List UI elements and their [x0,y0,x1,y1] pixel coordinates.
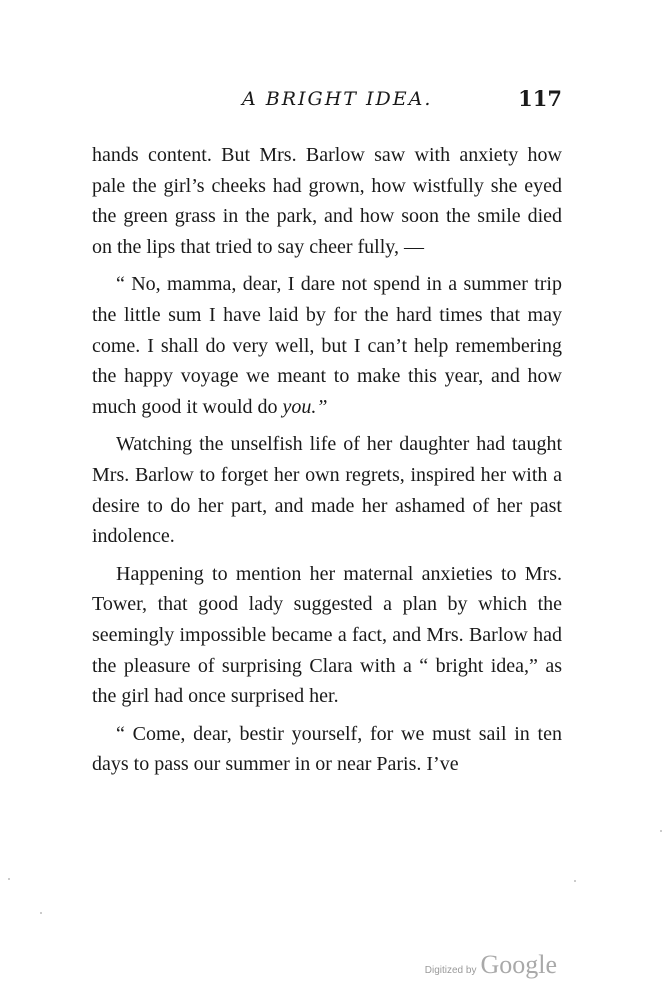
scan-speck [40,912,42,914]
running-title: A BRIGHT IDEA. [242,88,433,110]
scan-speck [8,878,10,880]
emphasis-you: you.” [282,395,328,418]
page-number: 117 [518,86,562,111]
paragraph-2: “ No, mamma, dear, I dare not spend in a summer trip the little sum I have laid by for the hard times that may come. I shall do very well, but I can’t help remembering the happy voyage we meant to make this year, and how much good it would do you.” [92,273,562,418]
scan-speck [660,830,662,832]
page-body [92,140,562,780]
digitized-watermark [425,950,557,980]
paragraph-1: hands content. But Mrs. Barlow saw with anxiety how pale the girl’s cheeks had grown, how wistfully she eyed the green grass in the park, and how soon the smile died on the lips that tried to say cheer fully, — [92,144,562,258]
running-header [92,88,562,118]
paragraph-5: “ Come, dear, bestir yourself, for we must sail in ten days to pass our summer in or near Paris. I’ve [92,722,562,776]
digitized-label: Digitized by [424,965,477,976]
paragraph-4: Happening to mention her maternal anxieties to Mrs. Tower, that good lady suggested a plan by which the seemingly impossible became a fact, and Mrs. Barlow had the pleasure of surprising Clara with a “ bright idea,” as the girl had once surprised her. [92,562,562,708]
google-logo: Google [480,950,557,979]
paragraph-3: Watching the unselfish life of her daughter had taught Mrs. Barlow to forget her own regrets, inspired her with a desire to do her part, and made her ashamed of her past indolence. [92,433,562,548]
scan-speck [574,880,576,882]
